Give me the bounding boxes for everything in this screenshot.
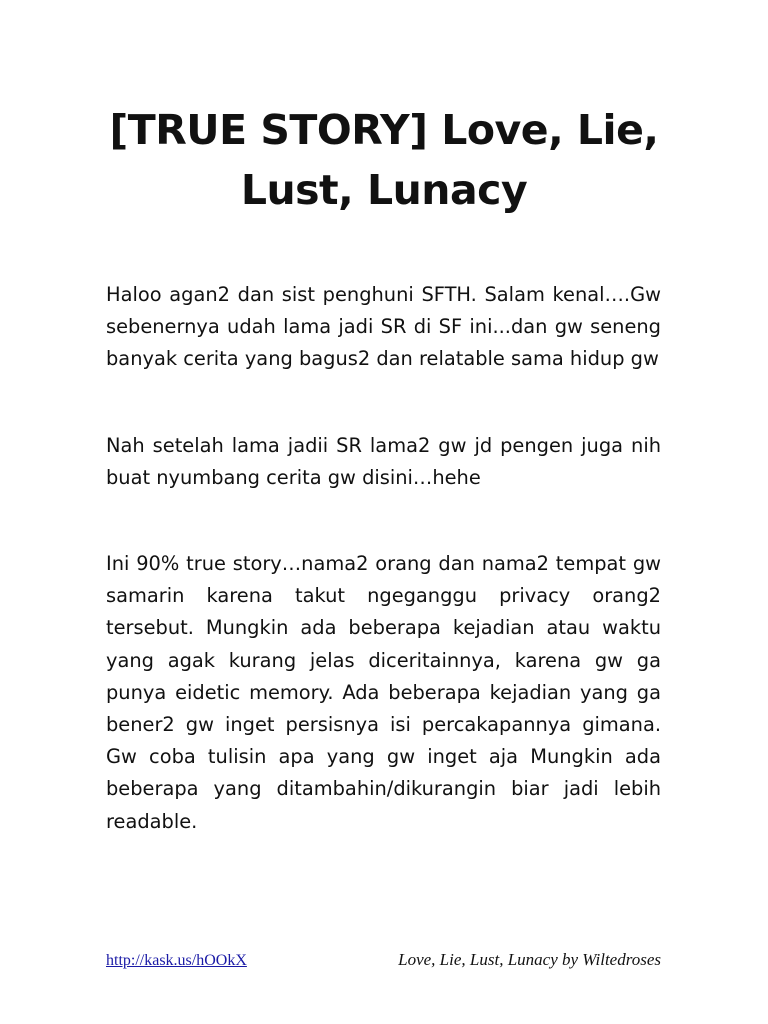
document-title: [TRUE STORY] Love, Lie, Lust, Lunacy — [109, 106, 659, 214]
paragraph-intro: Haloo agan2 dan sist penghuni SFTH. Salam kenal….Gw sebenernya udah lama jadi SR di SF ini...dan gw seneng banyak cerita yang bagus2 dan relatable sama hidup gw — [106, 283, 661, 371]
paragraph-disclaimer: Ini 90% true story…nama2 orang dan nama2 tempat gw samarin karena takut ngeganggu privacy orang2 tersebut. Mungkin ada beberapa kejadian atau waktu yang agak kurang jelas diceritainnya, karena gw ga punya eidetic memory. Ada beberapa kejadian yang ga bener2 gw inget persisnya isi percakapannya gimana. Gw coba tulisin apa yang gw inget aja Mungkin ada beberapa yang ditambahin/dikurangin biar jadi lebih readable. — [106, 552, 661, 833]
document-body — [106, 279, 661, 838]
page-footer — [106, 950, 661, 970]
paragraph-contribution: Nah setelah lama jadii SR lama2 gw jd pengen juga nih buat nyumbang cerita gw disini…hehe — [106, 433, 661, 489]
footer-credit: Love, Lie, Lust, Lunacy by Wiltedroses — [398, 950, 661, 969]
source-link[interactable]: http://kask.us/hOOkX — [106, 952, 247, 969]
